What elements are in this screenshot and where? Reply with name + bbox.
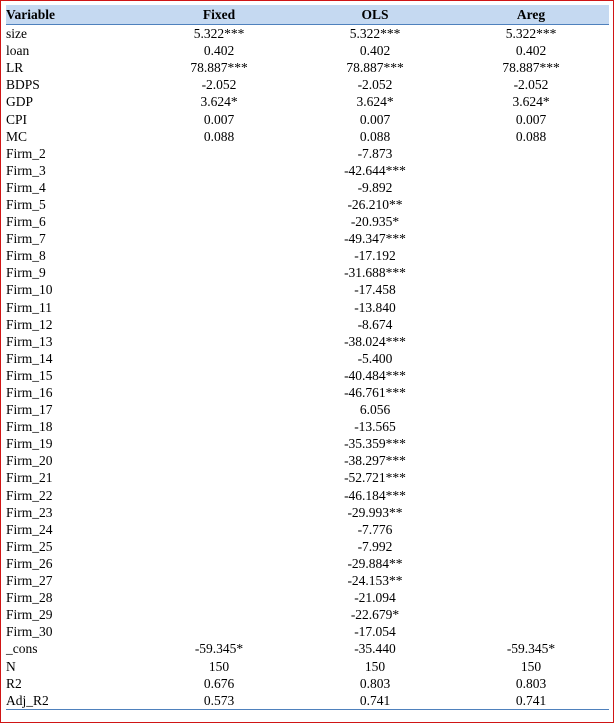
cell-fixed: 0.088 (203, 128, 235, 144)
cell-ols: -24.153** (347, 573, 403, 589)
cell-variable: GDP (6, 94, 34, 110)
cell-ols: -40.484*** (344, 367, 406, 383)
table-row (6, 469, 609, 486)
table-row (6, 350, 609, 367)
cell-variable: R2 (6, 675, 22, 691)
cell-variable: Firm_9 (6, 265, 46, 281)
cell-fixed (141, 299, 297, 316)
cell-areg (453, 589, 609, 606)
cell-fixed (141, 521, 297, 538)
table-row (6, 196, 609, 213)
cell-areg (453, 299, 609, 316)
header-row (6, 5, 609, 25)
cell-ols: 0.088 (359, 128, 391, 144)
table-row (6, 93, 609, 110)
cell-areg: 0.803 (515, 675, 547, 691)
cell-areg (453, 538, 609, 555)
cell-areg (453, 504, 609, 521)
cell-fixed (141, 401, 297, 418)
cell-variable: loan (6, 43, 30, 59)
cell-areg: -59.345* (506, 641, 556, 657)
table-header (6, 5, 609, 25)
cell-variable: Firm_14 (6, 350, 53, 366)
cell-areg (453, 487, 609, 504)
cell-areg (453, 316, 609, 333)
cell-ols: -7.776 (357, 521, 393, 537)
table-row (6, 657, 609, 674)
table-row (6, 59, 609, 76)
regression-table (6, 5, 609, 710)
table-row (6, 333, 609, 350)
cell-areg (453, 367, 609, 384)
cell-variable: Firm_8 (6, 248, 46, 264)
table-row (6, 384, 609, 401)
cell-areg (453, 572, 609, 589)
table-row (6, 76, 609, 93)
table-body (6, 25, 609, 710)
cell-areg (453, 247, 609, 264)
cell-ols: -31.688*** (344, 265, 406, 281)
cell-ols: -38.024*** (344, 333, 406, 349)
table-row (6, 487, 609, 504)
cell-fixed (141, 367, 297, 384)
cell-areg (453, 452, 609, 469)
cell-ols: -35.440 (354, 641, 396, 657)
cell-variable: Firm_7 (6, 231, 46, 247)
table-row (6, 25, 609, 43)
table-row (6, 504, 609, 521)
table-row (6, 299, 609, 316)
header-ols: OLS (297, 5, 453, 25)
cell-ols: 6.056 (359, 402, 391, 418)
cell-variable: Firm_18 (6, 419, 53, 435)
cell-variable: Firm_28 (6, 590, 53, 606)
cell-variable: Firm_27 (6, 573, 53, 589)
table-row (6, 675, 609, 692)
cell-fixed (141, 230, 297, 247)
cell-fixed (141, 264, 297, 281)
cell-variable: Firm_25 (6, 538, 53, 554)
cell-ols: 5.322*** (349, 26, 401, 42)
cell-ols: -46.761*** (344, 385, 406, 401)
table-row (6, 692, 609, 710)
cell-ols: -29.993** (347, 504, 403, 520)
table-row (6, 521, 609, 538)
table-row (6, 640, 609, 657)
cell-ols: 0.007 (359, 111, 391, 127)
cell-ols: -13.840 (354, 299, 396, 315)
table-row (6, 367, 609, 384)
header-variable: Variable (6, 5, 141, 25)
cell-areg (453, 623, 609, 640)
cell-ols: 150 (364, 658, 386, 674)
cell-areg (453, 230, 609, 247)
table-row (6, 247, 609, 264)
cell-fixed (141, 281, 297, 298)
table-row (6, 606, 609, 623)
cell-ols: -8.674 (357, 316, 393, 332)
cell-ols: -13.565 (354, 419, 396, 435)
cell-areg (453, 555, 609, 572)
cell-fixed: 0.402 (203, 43, 235, 59)
cell-ols: -22.679* (350, 607, 400, 623)
cell-fixed (141, 589, 297, 606)
table-row (6, 264, 609, 281)
cell-fixed (141, 538, 297, 555)
cell-areg: 0.007 (515, 111, 547, 127)
cell-ols: 0.402 (359, 43, 391, 59)
cell-areg (453, 264, 609, 281)
cell-variable: Firm_20 (6, 453, 53, 469)
cell-areg (453, 418, 609, 435)
cell-fixed: 0.007 (203, 111, 235, 127)
cell-fixed (141, 179, 297, 196)
cell-variable: N (6, 658, 16, 674)
table-row (6, 572, 609, 589)
cell-fixed (141, 435, 297, 452)
cell-ols: 78.887*** (346, 60, 404, 76)
cell-ols: -46.184*** (344, 487, 406, 503)
header-fixed: Fixed (141, 5, 297, 25)
cell-fixed (141, 623, 297, 640)
table-row (6, 42, 609, 59)
table-row (6, 538, 609, 555)
cell-fixed: -59.345* (194, 641, 244, 657)
table-row (6, 128, 609, 145)
cell-areg: 78.887*** (502, 60, 560, 76)
cell-ols: -7.992 (357, 538, 393, 554)
cell-ols: -20.935* (350, 214, 400, 230)
cell-areg: 150 (520, 658, 542, 674)
cell-areg (453, 333, 609, 350)
cell-variable: Firm_17 (6, 402, 53, 418)
cell-ols: -7.873 (357, 145, 393, 161)
table-row (6, 555, 609, 572)
table-row (6, 110, 609, 127)
cell-ols: -9.892 (357, 179, 393, 195)
cell-variable: Adj_R2 (6, 692, 141, 710)
cell-variable: Firm_10 (6, 282, 53, 298)
cell-fixed: 5.322*** (193, 26, 245, 42)
cell-fixed (141, 316, 297, 333)
cell-ols: -26.210** (347, 196, 403, 212)
header-areg: Areg (453, 5, 609, 25)
cell-areg (453, 281, 609, 298)
cell-variable: Firm_6 (6, 214, 46, 230)
table-row (6, 623, 609, 640)
cell-variable: Firm_22 (6, 487, 53, 503)
cell-variable: Firm_3 (6, 162, 46, 178)
cell-variable: CPI (6, 111, 28, 127)
table-row (6, 589, 609, 606)
cell-variable: Firm_11 (6, 299, 53, 315)
cell-variable: BDPS (6, 77, 40, 93)
cell-ols: -42.644*** (344, 162, 406, 178)
cell-fixed (141, 452, 297, 469)
cell-fixed (141, 247, 297, 264)
table-row (6, 145, 609, 162)
cell-fixed (141, 606, 297, 623)
table-row (6, 179, 609, 196)
cell-variable: Firm_24 (6, 521, 53, 537)
cell-areg (453, 606, 609, 623)
cell-fixed (141, 333, 297, 350)
cell-fixed (141, 469, 297, 486)
cell-areg (453, 521, 609, 538)
cell-fixed (141, 555, 297, 572)
cell-areg (453, 213, 609, 230)
table-row (6, 401, 609, 418)
cell-areg (453, 350, 609, 367)
cell-ols: -17.192 (354, 248, 396, 264)
cell-ols: -35.359*** (344, 436, 406, 452)
table-row (6, 230, 609, 247)
cell-ols: 0.803 (359, 675, 391, 691)
cell-fixed (141, 145, 297, 162)
cell-fixed (141, 487, 297, 504)
cell-ols: -29.884** (347, 555, 403, 571)
cell-ols: -2.052 (357, 77, 393, 93)
cell-fixed: 0.573 (141, 692, 297, 710)
cell-fixed: 3.624* (200, 94, 238, 110)
cell-ols: -17.458 (354, 282, 396, 298)
cell-variable: Firm_12 (6, 316, 53, 332)
cell-fixed: 0.676 (203, 675, 235, 691)
cell-ols: -17.054 (354, 624, 396, 640)
cell-areg: 3.624* (512, 94, 550, 110)
cell-fixed: 78.887*** (190, 60, 248, 76)
cell-fixed (141, 384, 297, 401)
cell-ols: -21.094 (354, 590, 396, 606)
cell-variable: _cons (6, 641, 38, 657)
cell-variable: Firm_5 (6, 196, 46, 212)
table-row (6, 435, 609, 452)
cell-variable: Firm_15 (6, 367, 53, 383)
cell-variable: Firm_13 (6, 333, 53, 349)
cell-areg: 5.322*** (505, 26, 557, 42)
cell-areg: 0.088 (515, 128, 547, 144)
cell-variable: Firm_2 (6, 145, 46, 161)
cell-variable: MC (6, 128, 28, 144)
cell-variable: Firm_26 (6, 555, 53, 571)
table-row (6, 281, 609, 298)
cell-areg (453, 179, 609, 196)
cell-ols: -49.347*** (344, 231, 406, 247)
cell-areg: 0.402 (515, 43, 547, 59)
table-row (6, 452, 609, 469)
table-row (6, 162, 609, 179)
cell-variable: Firm_19 (6, 436, 53, 452)
cell-areg (453, 401, 609, 418)
cell-fixed (141, 162, 297, 179)
cell-variable: Firm_30 (6, 624, 53, 640)
cell-variable: size (6, 26, 27, 42)
cell-areg (453, 196, 609, 213)
cell-areg (453, 145, 609, 162)
cell-areg: 0.741 (453, 692, 609, 710)
cell-variable: Firm_4 (6, 179, 46, 195)
cell-fixed (141, 213, 297, 230)
cell-variable: Firm_16 (6, 385, 53, 401)
table-row (6, 418, 609, 435)
cell-ols: 3.624* (356, 94, 394, 110)
cell-areg (453, 384, 609, 401)
cell-variable: Firm_23 (6, 504, 53, 520)
cell-fixed (141, 572, 297, 589)
cell-ols: -38.297*** (344, 453, 406, 469)
table-row (6, 316, 609, 333)
cell-fixed: 150 (208, 658, 230, 674)
cell-areg: -2.052 (513, 77, 549, 93)
cell-fixed: -2.052 (201, 77, 237, 93)
cell-ols: -52.721*** (344, 470, 406, 486)
cell-fixed (141, 350, 297, 367)
cell-fixed (141, 418, 297, 435)
table-row (6, 213, 609, 230)
cell-areg (453, 162, 609, 179)
cell-ols: -5.400 (357, 350, 393, 366)
cell-fixed (141, 504, 297, 521)
cell-variable: Firm_21 (6, 470, 53, 486)
cell-areg (453, 469, 609, 486)
cell-ols: 0.741 (297, 692, 453, 710)
cell-variable: Firm_29 (6, 607, 53, 623)
cell-fixed (141, 196, 297, 213)
cell-areg (453, 435, 609, 452)
cell-variable: LR (6, 60, 24, 76)
